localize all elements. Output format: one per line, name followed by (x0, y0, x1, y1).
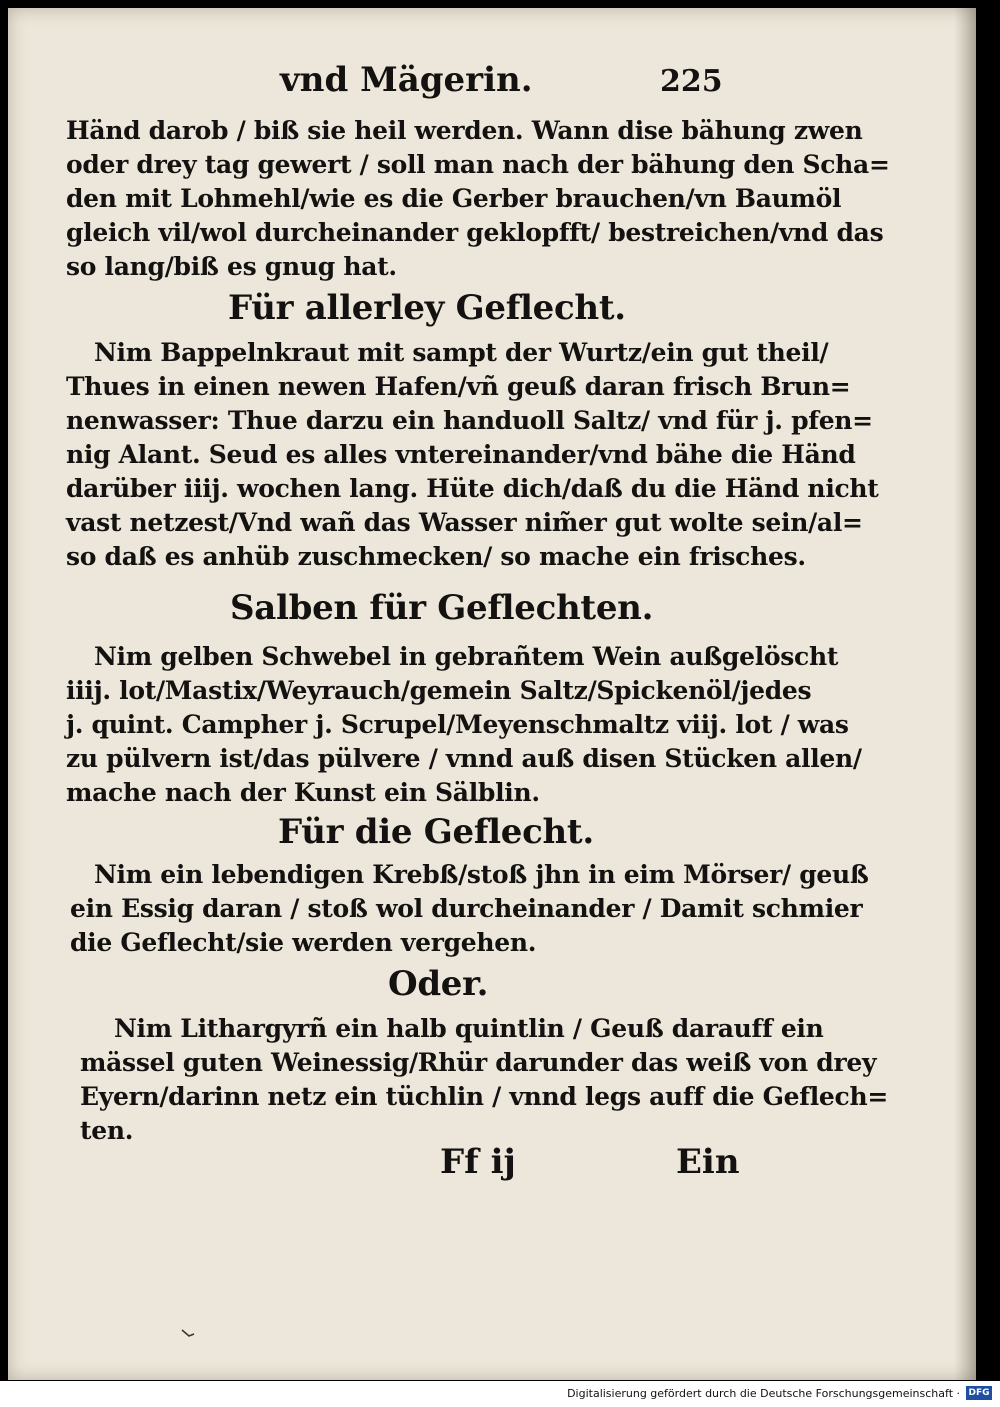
ink-speck-icon (180, 1328, 196, 1340)
section-heading: Oder. (388, 964, 489, 1004)
text-line: so lang/biß es gnug hat. (66, 252, 397, 281)
funding-credit: Digitalisierung gefördert durch die Deutsche Forschungsgemeinschaft · (567, 1387, 960, 1400)
text-line: nenwasser: Thue darzu ein handuoll Saltz/ vnd für j. pfen= (66, 406, 873, 435)
book-page (8, 8, 976, 1380)
text-line: Händ darob / biß sie heil werden. Wann dise bähung zwen (66, 116, 863, 145)
text-line: so daß es anhüb zuschmecken/ so mache ein frisches. (66, 542, 806, 571)
text-line: ein Essig daran / stoß wol durcheinander / Damit schmier (70, 894, 863, 923)
text-line: darüber iiij. wochen lang. Hüte dich/daß du die Händ nicht (66, 474, 879, 503)
footer-bar (0, 1381, 1000, 1407)
text-line: mässel guten Weinessig/Rhür darunder das weiß von drey (80, 1048, 877, 1077)
signature-mark: Ff ij (440, 1142, 516, 1182)
text-line: Eyern/darinn netz ein tüchlin / vnnd legs auff die Geflech= (80, 1082, 888, 1111)
text-line: nig Alant. Seud es alles vntereinander/vnd bähe die Händ (66, 440, 856, 469)
catchword: Ein (676, 1142, 740, 1182)
text-line: Thues in einen newen Hafen/vñ geuß daran frisch Brun= (66, 372, 851, 401)
text-line: ten. (80, 1116, 134, 1145)
text-line: Nim gelben Schwebel in gebrañtem Wein außgelöscht (94, 642, 839, 671)
text-line: oder drey tag gewert / soll man nach der bähung den Scha= (66, 150, 890, 179)
section-heading: Salben für Geflechten. (230, 588, 654, 628)
page-number: 225 (660, 64, 723, 99)
text-line: die Geflecht/sie werden vergehen. (70, 928, 537, 957)
text-line: j. quint. Campher j. Scrupel/Meyenschmaltz viij. lot / was (66, 710, 849, 739)
section-heading: Für die Geflecht. (278, 812, 594, 852)
text-line: gleich vil/wol durcheinander geklopfft/ bestreichen/vnd das (66, 218, 884, 247)
text-line: zu pülvern ist/das pülvere / vnnd auß disen Stücken allen/ (66, 744, 862, 773)
dfg-logo-icon: DFG (966, 1386, 992, 1400)
text-line: Nim ein lebendigen Krebß/stoß jhn in eim Mörser/ geuß (94, 860, 869, 889)
section-heading: Für allerley Geflecht. (228, 288, 626, 328)
text-line: den mit Lohmehl/wie es die Gerber brauchen/vn Baumöl (66, 184, 842, 213)
text-line: Nim Bappelnkraut mit sampt der Wurtz/ein gut theil/ (94, 338, 829, 367)
text-line: mache nach der Kunst ein Sälblin. (66, 778, 540, 807)
text-line: iiij. lot/Mastix/Weyrauch/gemein Saltz/Spickenöl/jedes (66, 676, 812, 705)
running-title: vnd Mägerin. (280, 60, 533, 100)
text-line: Nim Lithargyrñ ein halb quintlin / Geuß darauff ein (114, 1014, 824, 1043)
text-line: vast netzest/Vnd wañ das Wasser nim̃er gut wolte sein/al= (66, 508, 863, 537)
